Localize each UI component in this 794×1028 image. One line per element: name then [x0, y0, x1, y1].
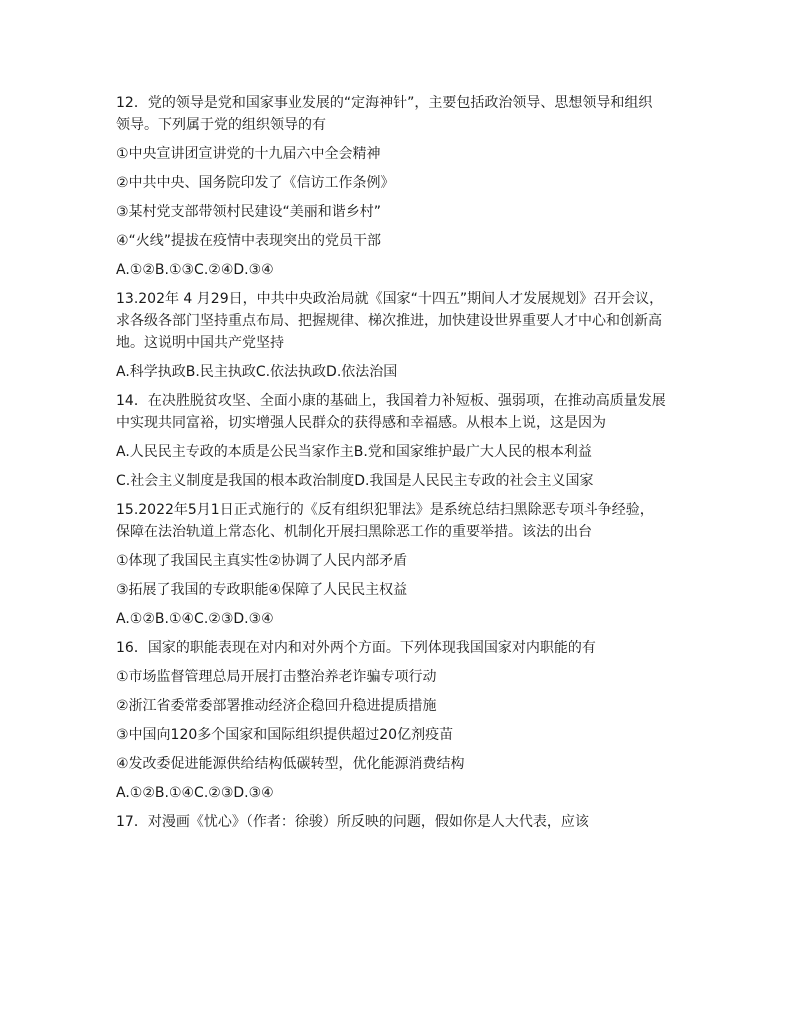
question-stem	[116, 390, 686, 434]
option-4: ④“火线”提拔在疫情中表现突出的党员干部	[116, 233, 382, 249]
stem-line: 12．党的领导是党和国家事业发展的“定海神针”，主要包括政治领导、思想领导和组织	[116, 95, 653, 111]
answer-choices: A.①②B.①③C.②④D.③④	[116, 262, 274, 278]
question-17	[116, 811, 686, 833]
option-1: ①市场监督管理总局开展打击整治养老诈骗专项行动	[116, 669, 437, 685]
stem-line: 地。这说明中国共产党坚持	[116, 335, 284, 351]
stem-line: 求各级各部门坚持重点布局、把握规律、梯次推进，加快建设世界重要人才中心和创新高	[116, 313, 662, 329]
answer-choices: C.社会主义制度是我国的根本政治制度D.我国是人民民主专政的社会主义国家	[116, 473, 594, 489]
question-15	[116, 499, 686, 630]
question-stem	[116, 288, 686, 354]
question-16	[116, 637, 686, 804]
option-3: ③中国向120多个国家和国际组织提供超过20亿剂疫苗	[116, 727, 454, 743]
question-stem	[116, 499, 686, 543]
question-list	[116, 92, 686, 840]
question-stem	[116, 92, 686, 136]
option-1: ①中央宣讲团宣讲党的十九届六中全会精神	[116, 146, 381, 162]
option-3: ③某村党支部带领村民建设“美丽和谐乡村”	[116, 204, 382, 220]
question-stem	[116, 637, 686, 659]
question-stem	[116, 811, 686, 833]
stem-line: 15.2022年5月1日正式施行的《反有组织犯罪法》是系统总结扫黑除恶专项斗争经验，	[116, 502, 654, 518]
stem-line: 14．在决胜脱贫攻坚、全面小康的基础上，我国着力补短板、强弱项，在推动高质量发展	[116, 393, 666, 409]
option-2: ②中共中央、国务院印发了《信访工作条例》	[116, 175, 395, 191]
stem-line: 16．国家的职能表现在对内和对外两个方面。下列体现我国国家对内职能的有	[116, 640, 596, 656]
option-1: ①体现了我国民主真实性②协调了人民内部矛盾	[116, 553, 408, 569]
stem-line: 17．对漫画《忧心》（作者：徐骏）所反映的问题，假如你是人大代表，应该	[116, 814, 589, 830]
question-13	[116, 288, 686, 383]
option-2: ②浙江省委常委部署推动经济企稳回升稳进提质措施	[116, 698, 437, 714]
stem-line: 保障在法治轨道上常态化、机制化开展扫黑除恶工作的重要举措。该法的出台	[116, 524, 592, 540]
stem-line: 领导。下列属于党的组织领导的有	[116, 117, 326, 133]
answer-choices: A.①②B.①④C.②③D.③④	[116, 611, 274, 627]
question-14	[116, 390, 686, 492]
stem-line: 13.202年 4 月29日，中共中央政治局就《国家“十四五”期间人才发展规划》召开会议，	[116, 291, 664, 307]
option-2: ③拓展了我国的专政职能④保障了人民民主权益	[116, 582, 408, 598]
answer-choices: A.①②B.①④C.②③D.③④	[116, 785, 274, 801]
answer-choices: A.人民民主专政的本质是公民当家作主B.党和国家维护最广大人民的根本利益	[116, 444, 592, 460]
option-4: ④发改委促进能源供给结构低碳转型，优化能源消费结构	[116, 756, 465, 772]
stem-line: 中实现共同富裕，切实增强人民群众的获得感和幸福感。从根本上说，这是因为	[116, 415, 606, 431]
answer-choices: A.科学执政B.民主执政C.依法执政D.依法治国	[116, 364, 398, 380]
question-12	[116, 92, 686, 281]
